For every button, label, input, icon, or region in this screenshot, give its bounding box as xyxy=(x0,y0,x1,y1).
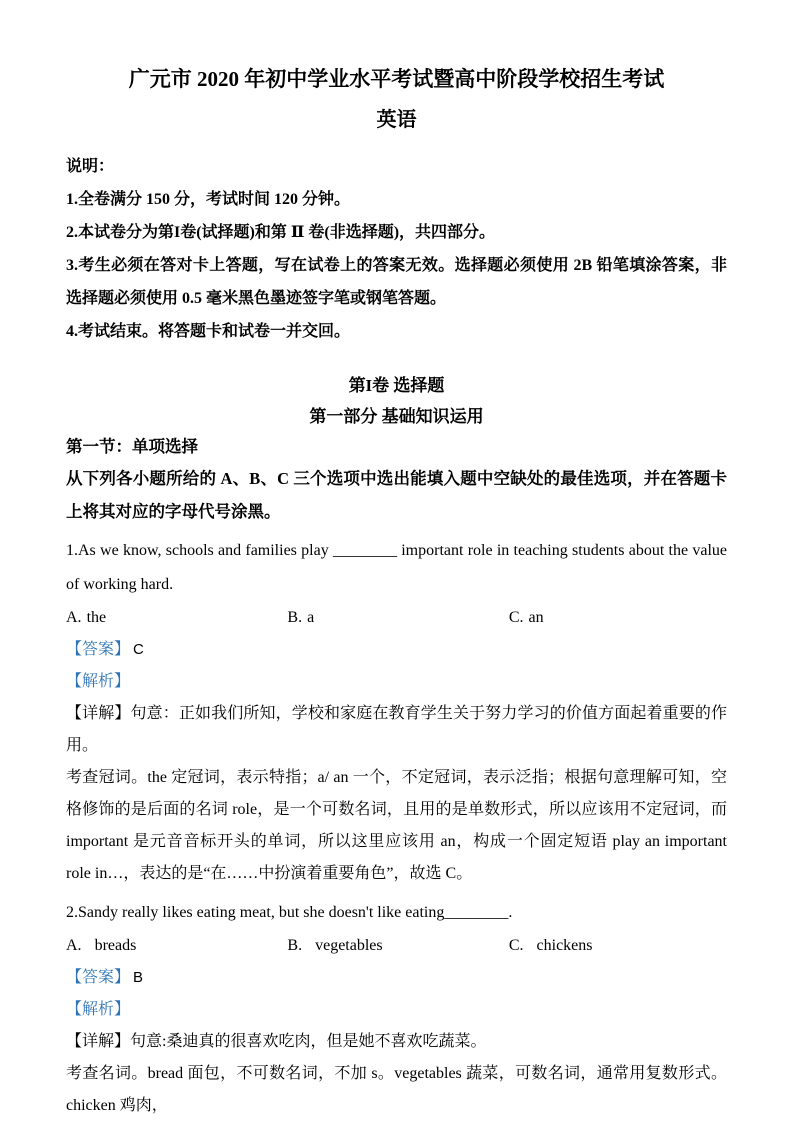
option-a xyxy=(66,930,287,962)
option-text: the xyxy=(86,609,107,626)
option-b xyxy=(287,930,508,962)
option-label: A. xyxy=(66,937,82,954)
option-b xyxy=(287,602,508,634)
options-row xyxy=(66,930,727,962)
option-c xyxy=(509,602,727,634)
analysis-tag: 【解析】 xyxy=(66,1001,131,1018)
option-text: vegetables xyxy=(315,937,383,954)
exam-notice xyxy=(66,150,727,348)
notice-item-4: 4.考试结束。将答题卡和试卷一并交回。 xyxy=(66,323,351,340)
option-label: A. xyxy=(66,609,82,626)
option-label: C. xyxy=(508,937,524,954)
answer-tag: 【答案】 xyxy=(66,969,131,986)
doc-subtitle: 英语 xyxy=(376,109,417,131)
answer-line xyxy=(66,962,727,994)
part-heading: 第一部分 基础知识运用 xyxy=(309,407,484,426)
doc-title: 广元市 2020 年初中学业水平考试暨高中阶段学校招生考试 xyxy=(128,67,665,91)
volume-heading: 第I卷 选择题 xyxy=(348,376,445,395)
analysis-line xyxy=(66,666,727,698)
option-text: an xyxy=(528,609,544,626)
answer-line xyxy=(66,634,727,666)
option-text: a xyxy=(307,609,315,626)
option-label: C. xyxy=(508,609,524,626)
option-a xyxy=(66,602,287,634)
option-label: B. xyxy=(287,609,303,626)
question-block-2 xyxy=(66,896,727,1122)
detail-explanation xyxy=(66,1026,727,1122)
question-block-1 xyxy=(66,534,727,890)
section-heading: 第一节：单项选择 xyxy=(66,437,198,456)
question-stem: 2.Sandy really likes eating meat, but she doesn't like eating________. xyxy=(66,904,513,921)
question-stem: 1.As we know, schools and families play ________ important role in teaching students about the value of working hard. xyxy=(66,542,727,593)
analysis-tag: 【解析】 xyxy=(66,673,131,690)
notice-item-2: 2.本试卷分为第I卷(试择题)和第 Ⅱ 卷(非选择题)，共四部分。 xyxy=(66,224,496,241)
notice-heading: 说明： xyxy=(66,158,115,175)
option-text: chickens xyxy=(536,937,593,954)
option-label: B. xyxy=(287,937,303,954)
detail-paragraph: 【详解】句意:桑迪真的很喜欢吃肉，但是她不喜欢吃蔬菜。 xyxy=(66,1033,487,1050)
detail-paragraph: 考查名词。bread 面包，不可数名词，不加 s。vegetables 蔬菜，可数名词，通常用复数形式。chicken 鸡肉， xyxy=(66,1065,727,1114)
options-row xyxy=(66,602,727,634)
section-directions: 从下列各小题所给的 A、B、C 三个选项中选出能填入题中空缺处的最佳选项，并在答题卡上将其对应的字母代号涂黑。 xyxy=(66,469,727,521)
answer-value: C xyxy=(133,641,144,658)
detail-explanation xyxy=(66,698,727,890)
answer-tag: 【答案】 xyxy=(66,641,131,658)
answer-value: B xyxy=(133,969,144,986)
notice-item-3: 3.考生必须在答对卡上答题，写在试卷上的答案无效。选择题必须使用 2B 铅笔填涂答案，非选择题必须使用 0.5 毫米黑色墨迹签字笔或钢笔答题。 xyxy=(66,257,727,307)
detail-paragraph: 【详解】句意：正如我们所知，学校和家庭在教育学生关于努力学习的价值方面起着重要的作用。 xyxy=(66,705,727,754)
option-text: breads xyxy=(94,937,137,954)
detail-paragraph: 考查冠词。the 定冠词，表示特指；a/ an 一个，不定冠词，表示泛指；根据句意理解可知，空格修饰的是后面的名词 role，是一个可数名词，且用的是单数形式，所以应该用不定冠词，而 important 是元音音标开头的单词，所以这里应该用 an，构成一个固定短语 play an important role in…，表达的是“在……中扮演着重要角色”，故选 C。 xyxy=(66,769,727,882)
notice-item-1: 1.全卷满分 150 分，考试时间 120 分钟。 xyxy=(66,191,351,208)
option-c xyxy=(509,930,727,962)
analysis-line xyxy=(66,994,727,1026)
